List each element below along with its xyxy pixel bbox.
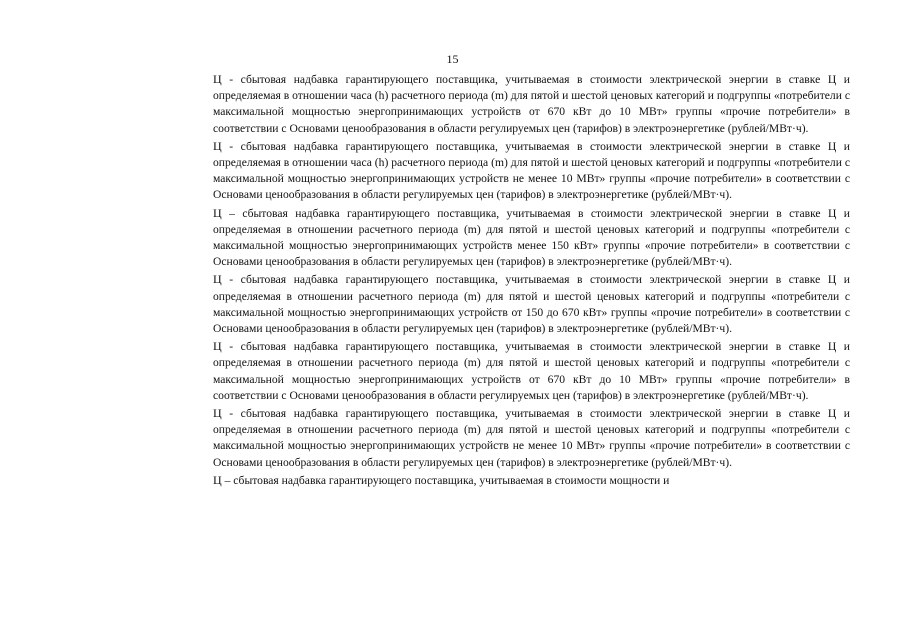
paragraph [213,472,850,489]
body-text [213,71,850,490]
paragraph-text: – сбытовая надбавка гарантирующего поставщика, учитываемая в стоимости электрической энергии в ставке Ц и определяемая в отношении расчетного периода (m) для пятой и шестой ценовых категорий и подгруппы «потребители с максимальной мощностью энергопринимающих устройств менее 150 кВт» группы «прочие потребители» в соответствии с Основами ценообразования в области регулируемых цен (тарифов) в электроэнергетике (рублей/МВт·ч). [213,206,850,269]
paragraph [213,71,850,137]
paragraph [213,205,850,271]
paragraph-text: - сбытовая надбавка гарантирующего поставщика, учитываемая в стоимости электрической энергии в ставке Ц и определяемая в отношении расчетного периода (m) для пятой и шестой ценовых категорий и подгруппы «потребители с максимальной мощностью энергопринимающих устройств от 150 до 670 кВт» группы «прочие потребители» в соответствии с Основами ценообразования в области регулируемых цен (тарифов) в электроэнергетике (рублей/МВт·ч). [213,273,850,336]
page-number: 15 [446,52,459,66]
paragraph [213,271,850,337]
paragraph-text: – сбытовая надбавка гарантирующего поставщика, учитываемая в стоимости мощности и [224,473,670,487]
paragraph [213,138,850,204]
formula-symbol: Ц [213,205,222,220]
formula-symbol: Ц [213,72,222,86]
paragraph-text: - сбытовая надбавка гарантирующего поставщика, учитываемая в стоимости электрической энергии в ставке Ц и определяемая в отношении расчетного периода (m) для пятой и шестой ценовых категорий и подгруппы «потребители с максимальной мощностью энергопринимающих устройств от 670 кВт до 10 МВт» группы «прочие потребители» в соответствии с Основами ценообразования в области регулируемых цен (тарифов) в электроэнергетике (рублей/МВт·ч). [213,340,850,402]
formula-symbol: Ц [213,406,222,421]
formula-symbol: Ц [213,272,222,287]
formula-symbol: Ц [213,472,222,487]
paragraph-text: - сбытовая надбавка гарантирующего поставщика, учитываемая в стоимости электрической энергии в ставке Ц и определяемая в отношении часа (h) расчетного периода (m) для пятой и шестой ценовых категорий и подгруппы «потребители с максимальной мощностью энергопринимающих устройств от 670 кВт до 10 МВт» группы «прочие потребители» в соответствии с Основами ценообразования в области регулируемых цен (тарифов) в электроэнергетике (рублей/МВт·ч). [213,73,850,135]
formula-symbol: Ц [213,138,222,153]
paragraph-text: - сбытовая надбавка гарантирующего поставщика, учитываемая в стоимости электрической энергии в ставке Ц и определяемая в отношении часа (h) расчетного периода (m) для пятой и шестой ценовых категорий и подгруппы «потребители с максимальной мощностью энергопринимающих устройств не менее 10 МВт» группы «прочие потребители» в соответствии с Основами ценообразования в области регулируемых цен (тарифов) в электроэнергетике (рублей/МВт·ч). [213,139,850,202]
paragraph-text: - сбытовая надбавка гарантирующего поставщика, учитываемая в стоимости электрической энергии в ставке Ц и определяемая в отношении расчетного периода (m) для пятой и шестой ценовых категорий и подгруппы «потребители с максимальной мощностью энергопринимающих устройств не менее 10 МВт» группы «прочие потребители» в соответствии с Основами ценообразования в области регулируемых цен (тарифов) в электроэнергетике (рублей/МВт·ч). [213,407,850,469]
formula-symbol: Ц [213,339,222,354]
paragraph [213,405,850,471]
paragraph [213,338,850,404]
